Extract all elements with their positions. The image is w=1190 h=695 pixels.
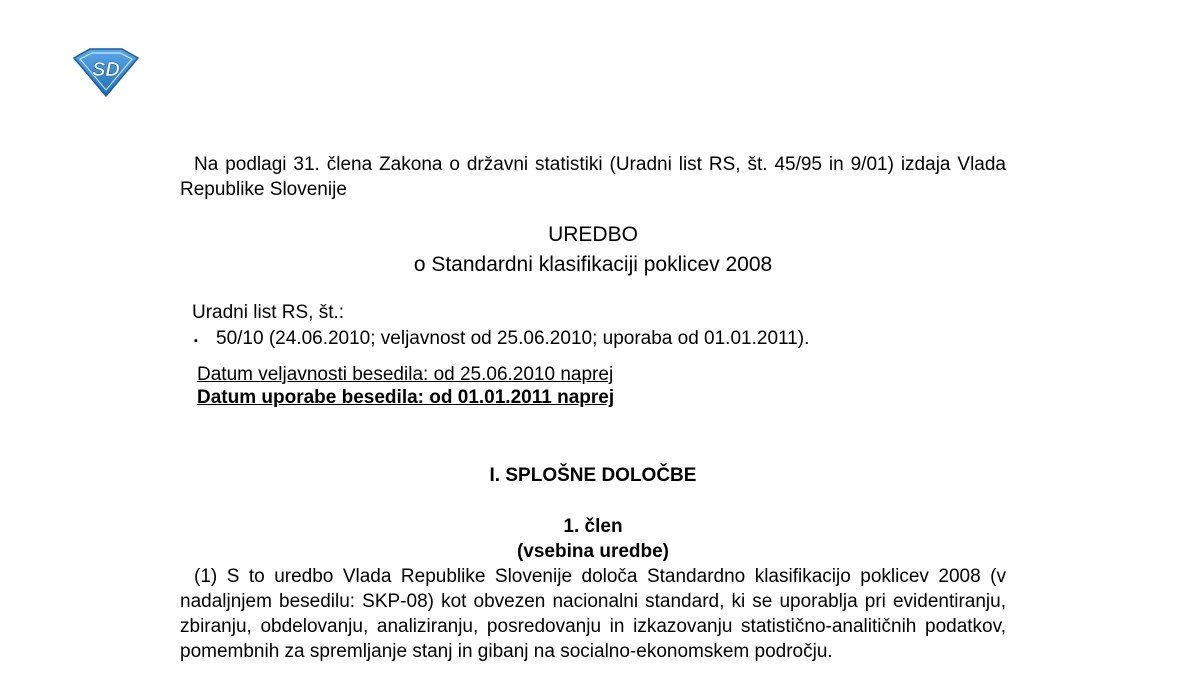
publication-entry: 50/10 (24.06.2010; veljavnost od 25.06.2010; uporaba od 01.01.2011). (216, 328, 810, 349)
article-heading (180, 514, 1006, 564)
article-paragraph: (1) S to uredbo Vlada Republike Slovenije določa Standardno klasifikacijo poklicev 2008 (v nadaljnjem besedilu: SKP-08) kot obvezen nacionalni standard, ki se uporablja pri evidentiranju, zbiranju, obdelovanju, analiziranju, posredovanju in izkazovanju statistično-analitičnih podatkov, pomembnih za spremljanje stanj in gibanj na socialno-ekonomskem področju. (180, 566, 1006, 662)
title-line-2: o Standardni klasifikaciji poklicev 2008 (413, 253, 773, 276)
document-page (180, 152, 1006, 664)
logo-text: SD (92, 59, 120, 81)
title-line-1: UREDBO (548, 223, 638, 246)
intro-text: Na podlagi 31. člena Zakona o državni statistiki (Uradni list RS, št. 45/95 in 9/01) izdaja Vlada Republike Slovenije (180, 154, 1006, 200)
sd-logo (70, 46, 142, 98)
document-title (180, 220, 1006, 280)
bullet-icon: ▪ (194, 335, 198, 347)
dates-block (197, 363, 1006, 409)
publication-info (192, 300, 1006, 354)
publication-label: Uradni list RS, št.: (192, 302, 345, 323)
article-title: (vsebina uredbe) (516, 541, 670, 562)
application-date: Datum uporabe besedila: od 01.01.2011 naprej (197, 387, 615, 408)
publication-entry-row (192, 326, 1006, 354)
section-heading: I. SPLOŠNE DOLOČBE (489, 465, 697, 486)
validity-date: Datum veljavnosti besedila: od 25.06.2010 naprej (197, 364, 614, 385)
article-number: 1. člen (563, 516, 623, 537)
